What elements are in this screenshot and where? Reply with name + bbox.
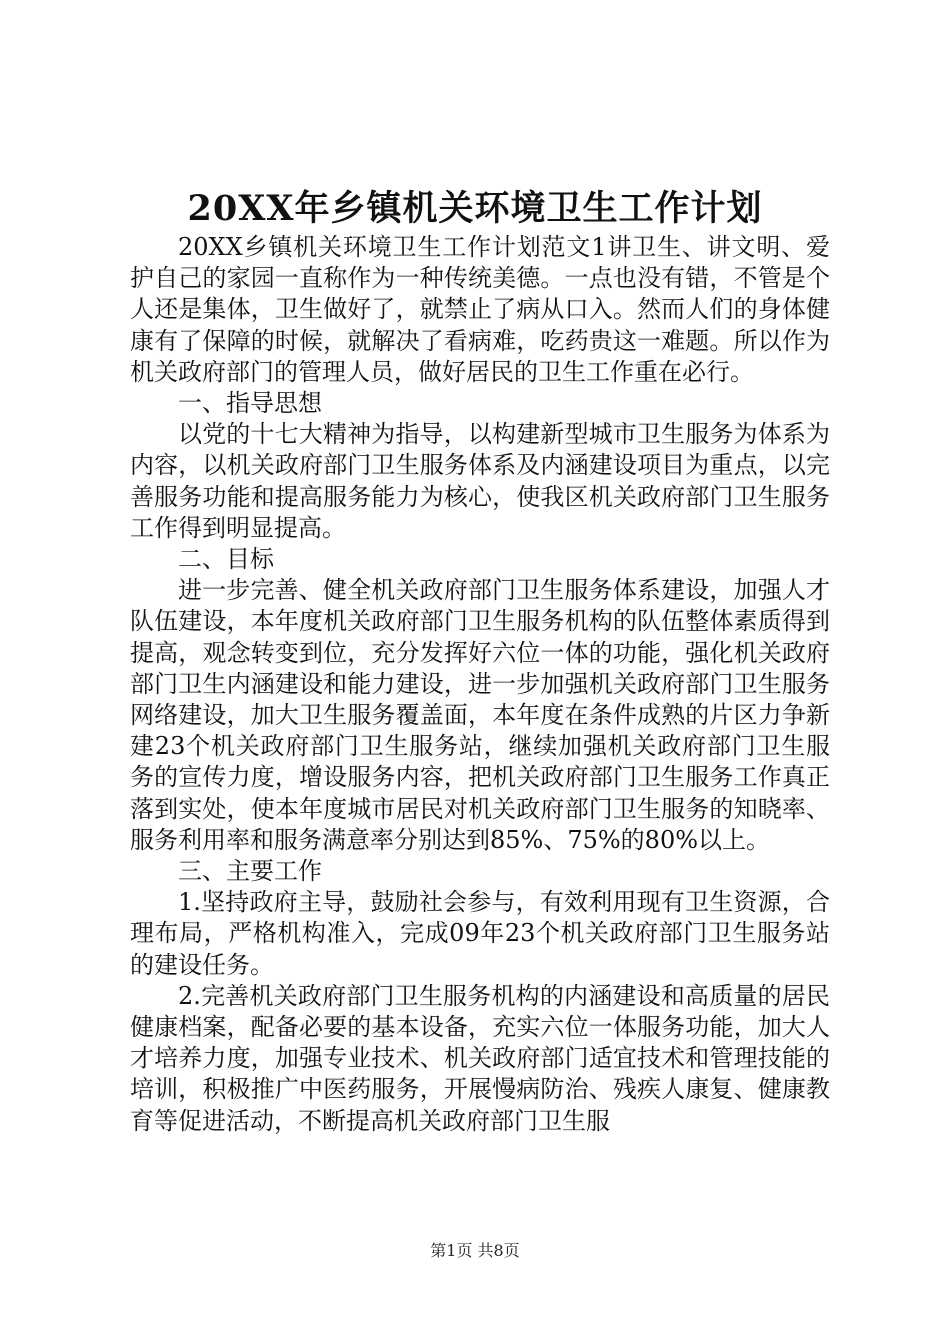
document-body bbox=[130, 232, 830, 1137]
goals-paragraph: 进一步完善、健全机关政府部门卫生服务体系建设，加强人才队伍建设，本年度机关政府部门卫生服务机构的队伍整体素质得到提高，观念转变到位，充分发挥好六位一体的功能，强化机关政府部门卫生内涵建设和能力建设，进一步加强机关政府部门卫生服务网络建设，加大卫生服务覆盖面，本年度在条件成熟的片区力争新建23个机关政府部门卫生服务站，继续加强机关政府部门卫生服务的宣传力度，增设服务内容，把机关政府部门卫生服务工作真正落到实处，使本年度城市居民对机关政府部门卫生服务的知晓率、服务利用率和服务满意率分别达到85%、75%的80%以上。 bbox=[130, 576, 830, 854]
document-title: 20XX年乡镇机关环境卫生工作计划 bbox=[187, 188, 763, 229]
main-work-item-2: 2.完善机关政府部门卫生服务机构的内涵建设和高质量的居民健康档案，配备必要的基本设备，充实六位一体服务功能，加大人才培养力度，加强专业技术、机关政府部门适宜技术和管理技能的培训，积极推广中医药服务，开展慢病防治、残疾人康复、健康教育等促进活动，不断提高机关政府部门卫生服 bbox=[130, 981, 830, 1135]
section-heading-main-work: 三、主要工作 bbox=[178, 857, 322, 886]
intro-paragraph: 20XX乡镇机关环境卫生工作计划范文1讲卫生、讲文明、爱护自己的家园一直称作为一种传统美德。一点也没有错，不管是个人还是集体，卫生做好了，就禁止了病从口入。然而人们的身体健康有了保障的时候，就解决了看病难，吃药贵这一难题。所以作为机关政府部门的管理人员，做好居民的卫生工作重在必行。 bbox=[130, 233, 830, 386]
main-work-item-1: 1.坚持政府主导，鼓励社会参与，有效利用现有卫生资源，合理布局，严格机构准入，完成09年23个机关政府部门卫生服务站的建设任务。 bbox=[130, 888, 830, 979]
guiding-thought-paragraph: 以党的十七大精神为指导，以构建新型城市卫生服务为体系为内容，以机关政府部门卫生服务体系及内涵建设项目为重点，以完善服务功能和提高服务能力为核心，使我区机关政府部门卫生服务工作得到明显提高。 bbox=[130, 420, 830, 542]
section-heading-guiding-thought: 一、指导思想 bbox=[178, 389, 322, 418]
section-heading-goals: 二、目标 bbox=[178, 545, 274, 574]
page-footer: 第1页 共8页 bbox=[430, 1241, 520, 1260]
